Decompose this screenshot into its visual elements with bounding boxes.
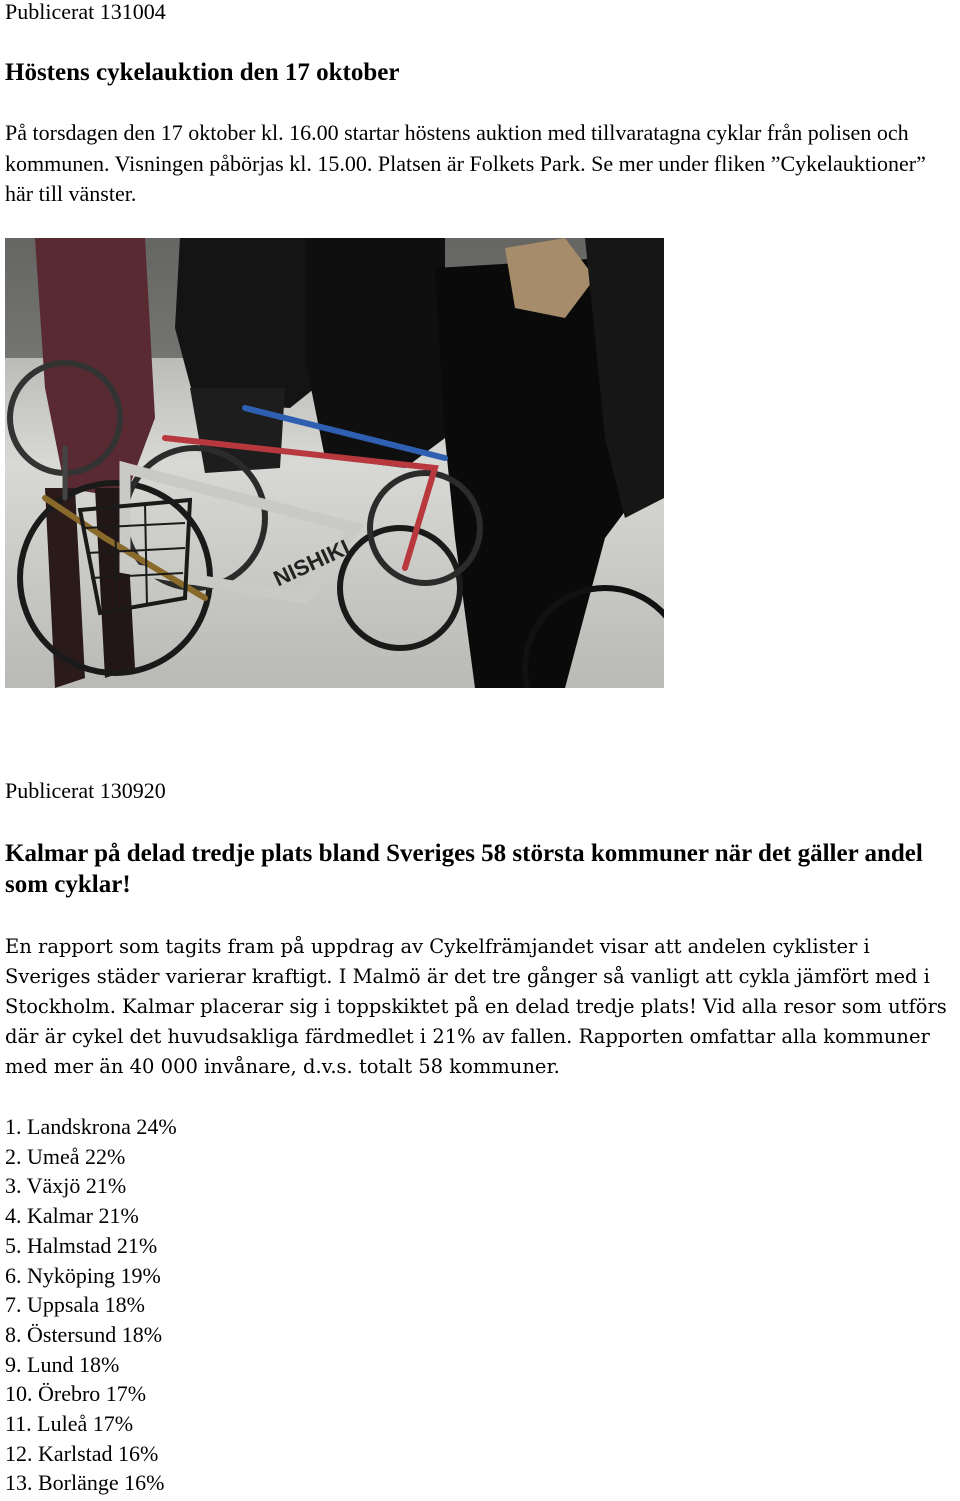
ranking-item: 4. Kalmar 21% [5,1203,139,1229]
photo-brand-label: NISHIKI [269,534,354,592]
ranking-item: 8. Östersund 18% [5,1321,163,1347]
ranking-item: 13. Borlänge 16% [5,1470,165,1496]
ranking-item: 9. Lund 18% [5,1351,120,1377]
bicycle-auction-photo [5,238,664,688]
ranking-list [5,1112,177,1498]
post2-published: Publicerat 130920 [5,778,166,803]
post2-body: En rapport som tagits fram på uppdrag av Cykelfrämjandet visar att andelen cyklister i Sveriges städer varierar kraftigt. I Malmö är det tre gånger så vanligt att cykla jämfört med i Stockholm. Kalmar placerar sig i toppskiktet på en delad tredje plats! Vid alla resor som utförs där är cykel det huvudsakliga färdmedlet i 21% av fallen. Rapporten omfattar alla kommuner med mer än 40 000 invånare, d.v.s. totalt 58 kommuner. [5,935,947,1078]
ranking-item: 11. Luleå 17% [5,1411,134,1437]
ranking-item: 3. Växjö 21% [5,1173,127,1199]
ranking-item: 10. Örebro 17% [5,1381,147,1407]
post2-title: Kalmar på delad tredje plats bland Sveriges 58 största kommuner när det gäller andel som cyklar! [5,840,923,898]
ranking-item: 5. Halmstad 21% [5,1232,158,1258]
ranking-item: 6. Nyköping 19% [5,1262,161,1288]
ranking-item: 1. Landskrona 24% [5,1114,177,1139]
post1-title: Höstens cykelauktion den 17 oktober [5,59,400,86]
ranking-item: 7. Uppsala 18% [5,1292,145,1318]
ranking-item: 12. Karlstad 16% [5,1440,159,1466]
post1-body: På torsdagen den 17 oktober kl. 16.00 startar höstens auktion med tillvaratagna cyklar från polisen och kommunen. Visningen påbörjas kl. 15.00. Platsen är Folkets Park. Se mer under fliken ”Cykelauktioner” här till vänster. [5,120,926,206]
ranking-item: 2. Umeå 22% [5,1143,126,1169]
photo-illustration [5,238,664,688]
post1-published: Publicerat 131004 [5,0,166,24]
